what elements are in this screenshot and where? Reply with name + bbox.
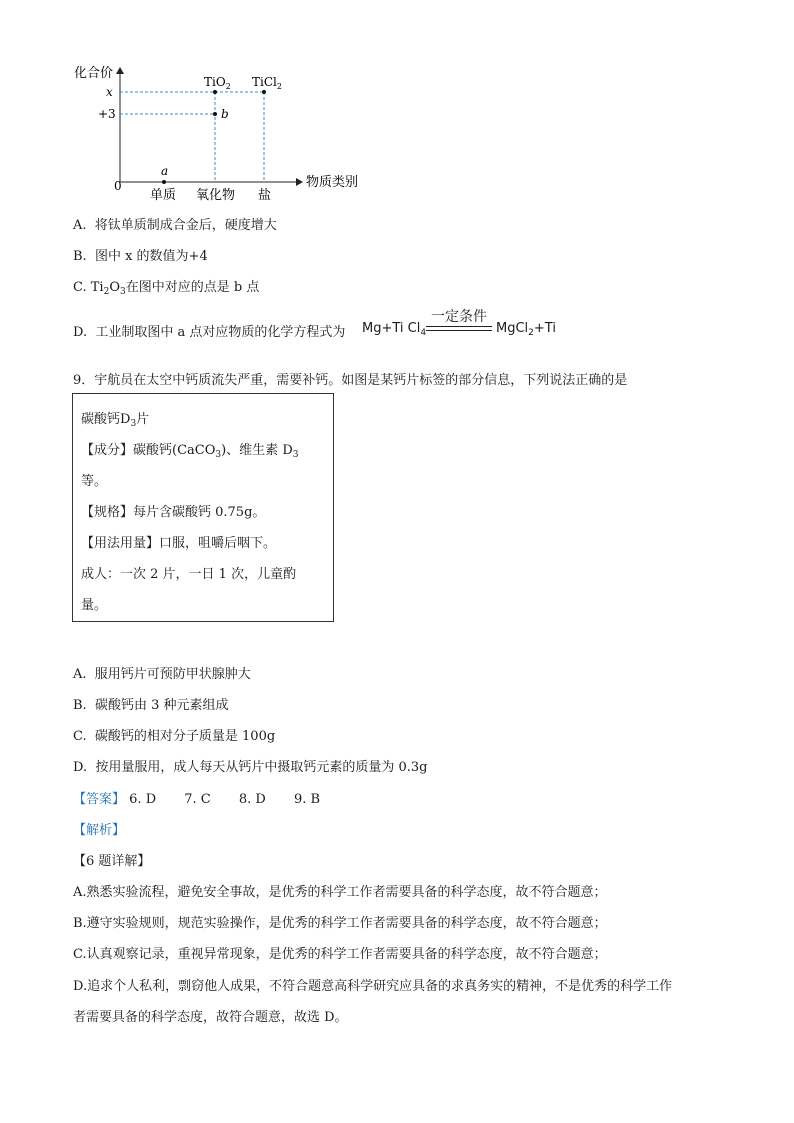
q8-option-d: D. 工业制取图中 a 点对应物质的化学方程式为 bbox=[73, 325, 346, 340]
q6-detail-title: 【6 题详解】 bbox=[73, 854, 151, 869]
q9-option-d: D. 按用量服用，成人每天从钙片中摄取钙元素的质量为 0.3g bbox=[73, 760, 428, 775]
point-b bbox=[213, 112, 217, 116]
q8-option-a: A. 将钛单质制成合金后，硬度增大 bbox=[73, 218, 277, 233]
point-tio2 bbox=[213, 90, 217, 94]
x-axis-label: 物质类别 bbox=[306, 175, 359, 190]
point-label-tio2: TiO$_2$ bbox=[204, 75, 231, 91]
q9-stem: 9．宇航员在太空中钙质流失严重，需要补钙。如图是某钙片标签的部分信息，下列说法正确的是 bbox=[73, 373, 628, 388]
q6-solution-d: D.追求个人私利，剽窃他人成果，不符合题意高科学研究应具备的求真务实的精神，不是优秀的科学工作 bbox=[73, 979, 673, 994]
point-ticl2 bbox=[262, 90, 266, 94]
x-tick-salt: 盐 bbox=[258, 188, 272, 203]
analysis-label: 【解析】 bbox=[73, 823, 126, 838]
y-axis-label: 化合价 bbox=[74, 66, 114, 81]
label-ingredient-cont: 等。 bbox=[81, 474, 108, 489]
q9-option-c: C. 碳酸钙的相对分子质量是 100g bbox=[73, 729, 276, 744]
x-tick-elemental: 单质 bbox=[150, 188, 177, 203]
q8-option-b: B. 图中 x 的数值为+4 bbox=[73, 249, 208, 264]
point-label-b: b bbox=[221, 107, 229, 121]
q6-solution-b: B.遵守实验规则，规范实验操作，是优秀的科学工作者需要具备的科学态度，故不符合题意； bbox=[73, 916, 607, 931]
calcium-tablet-label bbox=[72, 393, 334, 622]
q6-solution-a: A.熟悉实验流程，避免安全事故，是优秀的科学工作者需要具备的科学态度，故不符合题意； bbox=[73, 885, 607, 900]
y-tick-x: x bbox=[106, 85, 113, 99]
label-spec: 【规格】每片含碳酸钙 0.75g。 bbox=[81, 505, 266, 520]
reaction-condition: 一定条件 bbox=[431, 309, 487, 325]
answer-row: 【答案】 6. D 7. C 8. D 9. B bbox=[73, 792, 321, 807]
point-label-ticl2: TiCl$_2$ bbox=[252, 75, 282, 91]
point-a bbox=[162, 180, 166, 184]
valence-category-diagram bbox=[60, 58, 380, 208]
label-dose: 成人：一次 2 片，一日 1 次，儿童酌 bbox=[81, 567, 297, 582]
equation-double-bar bbox=[426, 326, 492, 331]
label-title: 碳酸钙$D_3$片 bbox=[81, 412, 150, 429]
y-tick-plus3: +3 bbox=[98, 107, 116, 121]
q8-option-c: C. $Ti_2O_3$在图中对应的点是 b 点 bbox=[73, 280, 260, 297]
origin-label: 0 bbox=[114, 179, 122, 193]
point-label-a: a bbox=[161, 164, 169, 178]
answer-label: 【答案】 bbox=[73, 792, 126, 807]
x-tick-oxide: 氧化物 bbox=[196, 188, 236, 203]
label-ingredient: 【成分】碳酸钙(CaCO$_3$)、维生素 $D_3$ bbox=[81, 443, 299, 460]
q6-solution-c: C.认真观察记录，重视异常现象，是优秀的科学工作者需要具备的科学态度，故不符合题意； bbox=[73, 947, 607, 962]
label-usage: 【用法用量】口服，咀嚼后咽下。 bbox=[81, 536, 277, 551]
q9-option-b: B. 碳酸钙由 3 种元素组成 bbox=[73, 698, 229, 713]
q6-solution-d-cont: 者需要具备的科学态度，故符合题意，故选 D。 bbox=[73, 1010, 348, 1025]
label-dose-cont: 量。 bbox=[81, 598, 108, 613]
q9-option-a: A. 服用钙片可预防甲状腺肿大 bbox=[73, 667, 251, 682]
